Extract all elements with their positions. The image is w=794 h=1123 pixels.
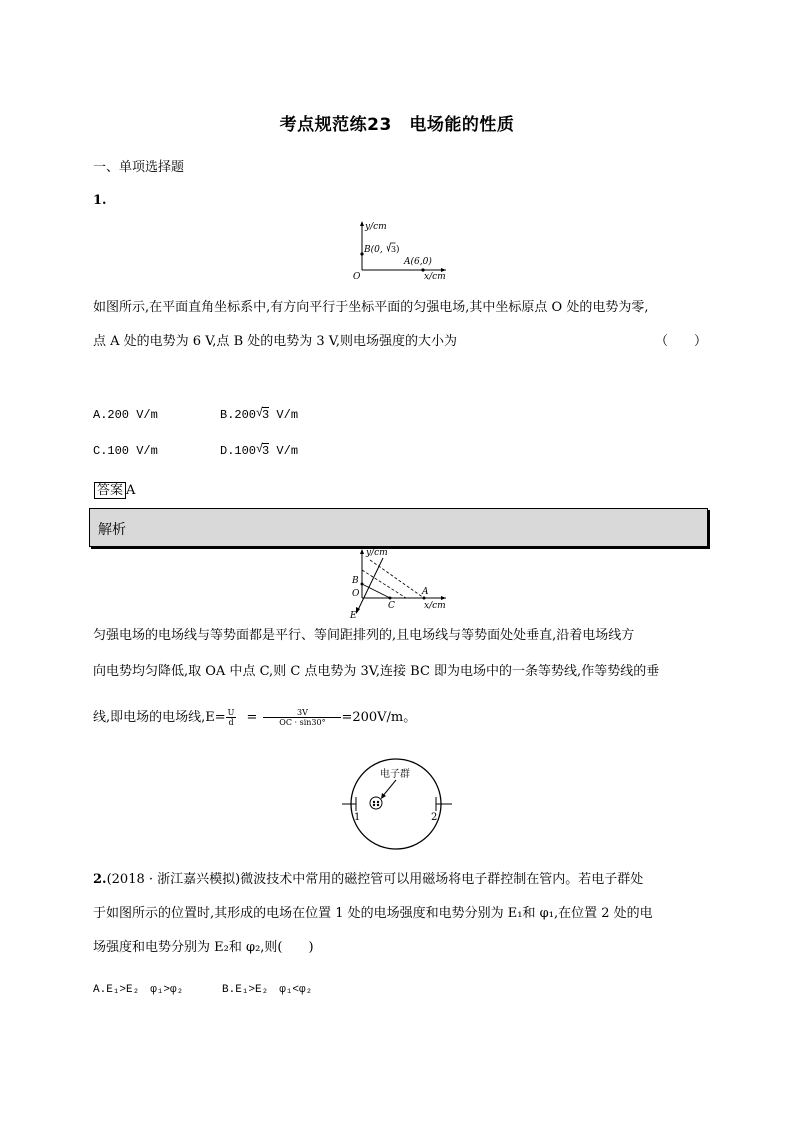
position-2-label: 2 xyxy=(431,812,438,823)
analysis-line-1: 匀强电场的电场线与等势面都是平行、等间距排列的,且电场线与等势面处处垂直,沿着电场线方 xyxy=(93,628,635,643)
q1-answer-paren: （ ） xyxy=(655,334,708,349)
origin-label: O xyxy=(353,272,361,280)
x-axis-label: x/cm xyxy=(424,272,446,280)
pointer-arrow xyxy=(381,793,386,799)
y-axis-label: y/cm xyxy=(366,548,388,558)
q1-stem-line-2: 点 A 处的电势为 6 V,点 B 处的电势为 3 V,则电场强度的大小为 xyxy=(93,334,458,349)
dashed-line-2 xyxy=(362,570,406,598)
q1-option-c: C.100 V/m xyxy=(93,444,158,458)
question-2-number: 2. xyxy=(93,872,107,887)
point-a-label: A(6,0) xyxy=(404,257,432,267)
q2-stem-line-2: 于如图所示的位置时,其形成的电场在位置 1 处的电场强度和电势分别为 E₁和 φ₁,在位置 2 处的电 xyxy=(93,906,653,921)
b-label: B xyxy=(352,576,359,586)
answer-row xyxy=(94,479,135,499)
analysis-figure xyxy=(340,546,450,620)
point-b-sqrt3: 3 xyxy=(391,245,397,254)
y-axis-arrow xyxy=(360,549,364,554)
q2-stem-line-1: 2.(2018 · 浙江嘉兴模拟)微波技术中常用的磁控管可以用磁场将电子群控制在管内。若电子群处 xyxy=(93,872,644,887)
e-label: E xyxy=(350,611,357,620)
fraction-3v-oc: $\frac{3V}{OC \cdot \sin 30^\circ}$ xyxy=(263,708,341,727)
section-heading: 一、单项选择题 xyxy=(93,160,185,175)
q1-option-a: A.200 V/m xyxy=(93,408,158,422)
analysis-header-box xyxy=(89,508,708,547)
q1-coordinate-figure xyxy=(340,218,450,280)
fraction-u-d: $\frac{U}{d}$ xyxy=(227,708,235,727)
q2-option-b: B.E₁>E₂ φ₁<φ₂ xyxy=(222,984,313,996)
electron-cluster xyxy=(370,797,382,809)
analysis-label: 解析 xyxy=(98,522,126,538)
q1-stem-line-1: 如图所示,在平面直角坐标系中,有方向平行于坐标平面的匀强电场,其中坐标原点 O 处的电势为零, xyxy=(93,300,649,315)
c-label: C xyxy=(388,601,395,611)
analysis-line-2: 向电势均匀降低,取 OA 中点 C,则 C 点电势为 3V,连接 BC 即为电场中的一条等势线,作等势线的垂 xyxy=(93,664,660,679)
analysis-line-3: 线,即电场的电场线,E= $\frac{U}{d}$ = $\frac{3V}{OC \cdot \sin 30^\circ}$ =200V/m。 xyxy=(93,708,417,727)
x-axis-label: x/cm xyxy=(424,601,446,611)
electron-group-label: 电子群 xyxy=(380,769,410,780)
question-1-number: 1. xyxy=(93,193,107,208)
point-b-close: ) xyxy=(396,245,400,255)
label-pointer xyxy=(382,780,396,797)
equipotential-bc xyxy=(362,584,390,598)
q2-stem-line-3: 场强度和电势分别为 E₂和 φ₂,则( ) xyxy=(93,940,314,955)
answer-value: A xyxy=(126,483,136,498)
y-axis-arrow xyxy=(360,221,364,226)
q2-magnetron-figure xyxy=(340,752,458,858)
q1-option-d: D.100 √ 3 V/m xyxy=(220,442,299,458)
a-label: A xyxy=(422,587,429,597)
position-1-label: 1 xyxy=(354,812,361,823)
q2-option-a: A.E₁>E₂ φ₁>φ₂ xyxy=(93,984,184,996)
point-b-label: B(0, xyxy=(364,245,383,255)
answer-tag: 答案 xyxy=(94,482,126,499)
q1-option-b: B.200 √ 3 V/m xyxy=(220,406,299,422)
point-b xyxy=(361,583,364,586)
point-c xyxy=(389,597,392,600)
page-title: 考点规范练23 电场能的性质 xyxy=(279,115,515,135)
o-label: O xyxy=(352,589,360,599)
y-axis-label: y/cm xyxy=(365,222,387,232)
x-axis-arrow xyxy=(441,596,446,600)
